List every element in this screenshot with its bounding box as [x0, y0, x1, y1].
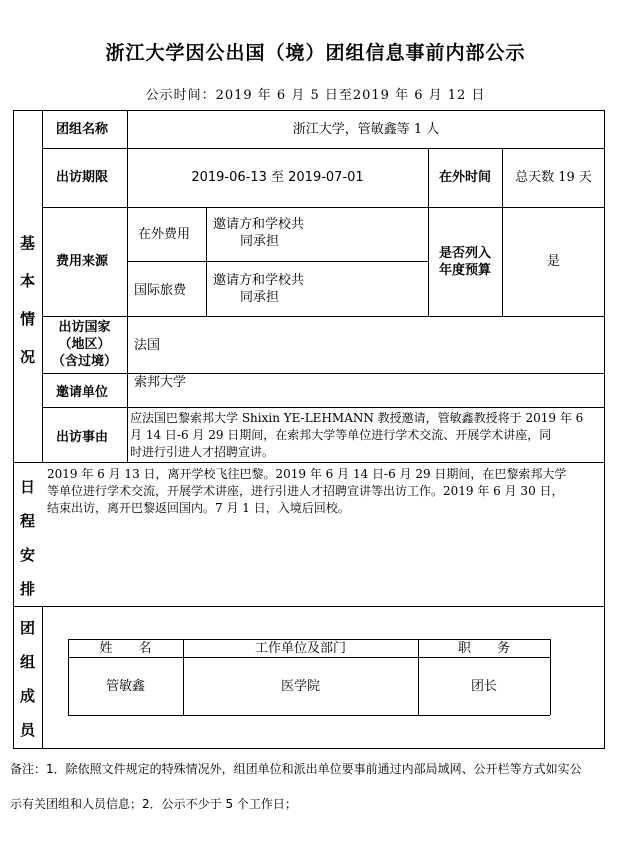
- reason-label: 出访事由: [56, 430, 109, 445]
- member-header-position: 职 务: [457, 641, 510, 656]
- column-divider: [550, 639, 551, 715]
- funding-source: 邀请方和学校共: [213, 217, 305, 232]
- section-basic-label: 基 本 情 况: [19, 234, 35, 366]
- abroad-time-value: 总天数 19 天: [515, 170, 592, 185]
- funding-source: 邀请方和学校共: [213, 273, 305, 288]
- schedule-text: 2019 年 6 月 13 日，离开学校飞往巴黎。2019 年 6 月 14 日-6 月 29 日期间，在巴黎索邦大学 等单位进行学术交流，开展学术讲座，进行引进人才招聘宣讲等出访工作。2019 年 6 月 30 日， 结束出访，离开巴黎返回国内。7 月 1 日，入境后回校。: [47, 467, 567, 515]
- member-unit: 医学院: [280, 679, 320, 694]
- inviter-value: 索邦大学: [134, 375, 187, 390]
- period-value: 2019-06-13 至 2019-07-01: [191, 170, 364, 185]
- country-label: 出访国家 （地区） （含过境）: [51, 320, 117, 369]
- budget-value: 是: [546, 254, 560, 269]
- column-divider: [42, 110, 43, 462]
- funding-source: 同承担: [240, 290, 280, 305]
- inviter-label: 邀请单位: [56, 385, 109, 400]
- funding-label: 费用来源: [56, 254, 109, 269]
- abroad-time-label: 在外时间: [438, 170, 491, 185]
- row-divider: [127, 261, 428, 262]
- note-line: 备注：1．除依照文件规定的特殊情况外，组团单位和派出单位要事前通过内部局域网、公开栏等方式如实公: [10, 762, 582, 776]
- column-divider: [42, 606, 43, 749]
- budget-label: 是否列入 年度预算: [438, 246, 491, 278]
- group-name-value: 浙江大学，管敏鑫等 1 人: [292, 122, 440, 137]
- row-divider: [13, 606, 605, 607]
- row-divider: [68, 715, 550, 716]
- funding-type: 国际旅费: [134, 283, 187, 298]
- member-header-name: 姓 名: [99, 641, 152, 656]
- reason-text: 应法国巴黎索邦大学 Shixin YE-LEHMANN 教授邀请，管敏鑫教授将于 2019 年 6 月 14 日-6 月 29 日期间，在索邦大学等单位进行学术交流、开展学术讲座，同 时进行引进人才招聘宣讲。: [130, 411, 584, 459]
- group-name-label: 团组名称: [56, 122, 109, 137]
- section-schedule-label: 日 程 安 排: [19, 478, 35, 598]
- period-label: 出访期限: [56, 170, 109, 185]
- column-divider: [206, 207, 207, 316]
- funding-type: 在外费用: [138, 227, 191, 242]
- row-divider: [13, 462, 605, 463]
- member-position: 团长: [470, 679, 497, 694]
- section-members-label: 团 组 成 员: [19, 619, 35, 739]
- column-divider: [127, 110, 128, 462]
- page-title: 浙江大学因公出国（境）团组信息事前内部公示: [105, 42, 526, 64]
- funding-source: 同承担: [240, 234, 280, 249]
- member-header-unit: 工作单位及部门: [254, 641, 346, 656]
- row-divider: [68, 657, 550, 658]
- country-value: 法国: [134, 338, 161, 353]
- publicity-date: 公示时间：2019 年 6 月 5 日至2019 年 6 月 12 日: [145, 88, 486, 103]
- member-name: 管敏鑫: [105, 679, 145, 694]
- note-line: 示有关团组和人员信息；2．公示不少于 5 个工作日；: [10, 797, 297, 811]
